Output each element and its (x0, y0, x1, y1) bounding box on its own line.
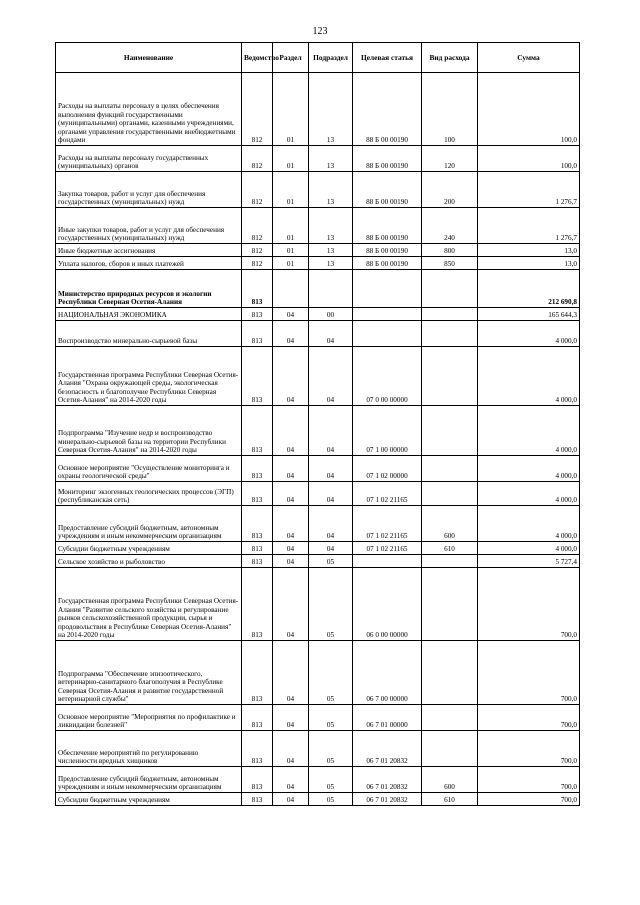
cell-amount: 700,0 (478, 705, 580, 731)
table-row (56, 244, 580, 257)
cell-subsection: 13 (309, 244, 353, 257)
header-subsection: Подраздел (309, 43, 353, 73)
cell-target-article: 06 0 00 00000 (353, 568, 422, 641)
cell-department: 813 (242, 321, 273, 347)
header-expense-type: Вид расхода (422, 43, 478, 73)
cell-expense-type: 600 (422, 767, 478, 793)
table-row (56, 568, 580, 641)
cell-section (273, 270, 309, 308)
cell-subsection: 05 (309, 555, 353, 568)
cell-amount: 100,0 (478, 73, 580, 146)
cell-name: Иные закупки товаров, работ и услуг для обеспечения государственных (муниципальных) нужд (56, 208, 242, 244)
cell-expense-type (422, 456, 478, 482)
cell-name: Предоставление субсидий бюджетным, автономным учреждениям и иным некоммерческим организациям (56, 506, 242, 542)
cell-name: Уплата налогов, сборов и иных платежей (56, 257, 242, 270)
cell-subsection: 04 (309, 347, 353, 406)
cell-name: Министерство природных ресурсов и экологии Республики Северная Осетия-Алания (56, 270, 242, 308)
cell-subsection: 13 (309, 208, 353, 244)
cell-name: Подпрограмма "Обеспечение эпизоотического, ветеринарно-санитарного благополучия в Республике Северная Осетия-Алания и развитие государственной ветеринарной службы" (56, 641, 242, 705)
cell-expense-type: 240 (422, 208, 478, 244)
cell-expense-type: 200 (422, 172, 478, 208)
cell-subsection: 00 (309, 308, 353, 321)
cell-target-article: 88 Б 00 00190 (353, 146, 422, 172)
cell-amount: 1 276,7 (478, 172, 580, 208)
cell-amount: 4 000,0 (478, 482, 580, 506)
cell-name: Подпрограмма "Изучение недр и воспроизводство минерально-сырьевой базы на территории Республики Северная Осетия-Алания" на 2014-2020 годы (56, 406, 242, 456)
cell-expense-type (422, 555, 478, 568)
cell-department: 813 (242, 568, 273, 641)
cell-amount: 700,0 (478, 767, 580, 793)
cell-amount: 4 000,0 (478, 506, 580, 542)
cell-target-article (353, 321, 422, 347)
cell-section: 04 (273, 542, 309, 555)
cell-name: НАЦИОНАЛЬНАЯ ЭКОНОМИКА (56, 308, 242, 321)
cell-section: 01 (273, 73, 309, 146)
cell-target-article: 06 7 01 20832 (353, 731, 422, 767)
cell-name: Расходы на выплаты персоналу государственных (муниципальных) органов (56, 146, 242, 172)
cell-department: 812 (242, 73, 273, 146)
cell-department: 812 (242, 244, 273, 257)
cell-subsection: 04 (309, 542, 353, 555)
cell-expense-type: 800 (422, 244, 478, 257)
cell-expense-type (422, 406, 478, 456)
cell-department: 813 (242, 793, 273, 806)
cell-subsection (309, 270, 353, 308)
cell-subsection: 05 (309, 767, 353, 793)
cell-department: 812 (242, 208, 273, 244)
cell-department: 813 (242, 308, 273, 321)
cell-expense-type (422, 270, 478, 308)
cell-department: 812 (242, 146, 273, 172)
cell-section: 04 (273, 767, 309, 793)
cell-subsection: 13 (309, 172, 353, 208)
cell-expense-type (422, 347, 478, 406)
cell-department: 813 (242, 482, 273, 506)
table-row (56, 767, 580, 793)
table-row (56, 406, 580, 456)
cell-name: Обеспечение мероприятий по регулированию численности вредных хищников (56, 731, 242, 767)
cell-name: Государственная программа Республики Северная Осетия-Алания "Развитие сельского хозяйства и регулирование рынков сельскохозяйственной продукции, сырья и продовольствия в Республике Северная Осетия-Алания" на 2014-2020 годы (56, 568, 242, 641)
table-row (56, 270, 580, 308)
cell-section: 04 (273, 406, 309, 456)
cell-section: 01 (273, 172, 309, 208)
cell-expense-type (422, 568, 478, 641)
cell-amount: 700,0 (478, 568, 580, 641)
cell-section: 01 (273, 244, 309, 257)
cell-subsection: 13 (309, 146, 353, 172)
header-section: Раздел (273, 43, 309, 73)
cell-expense-type: 610 (422, 793, 478, 806)
cell-expense-type: 120 (422, 146, 478, 172)
cell-amount: 4 000,0 (478, 406, 580, 456)
cell-subsection: 05 (309, 731, 353, 767)
cell-department: 813 (242, 270, 273, 308)
cell-target-article: 06 7 01 00000 (353, 705, 422, 731)
table-body (56, 73, 580, 806)
cell-expense-type (422, 705, 478, 731)
cell-section: 04 (273, 308, 309, 321)
cell-subsection: 04 (309, 321, 353, 347)
cell-expense-type: 610 (422, 542, 478, 555)
cell-target-article: 88 Б 00 00190 (353, 73, 422, 146)
cell-name: Закупка товаров, работ и услуг для обеспечения государственных (муниципальных) нужд (56, 172, 242, 208)
cell-subsection: 05 (309, 705, 353, 731)
page-number: 123 (312, 26, 328, 37)
cell-subsection: 04 (309, 456, 353, 482)
table-row (56, 321, 580, 347)
table-row (56, 308, 580, 321)
cell-target-article: 06 7 01 20832 (353, 767, 422, 793)
cell-section: 04 (273, 456, 309, 482)
cell-name: Расходы на выплаты персоналу в целях обеспечения выполнения функций государственными (муниципальными) органами, казенными учреждениями, органами управления государственными внебюджетными фондами (56, 73, 242, 146)
cell-name: Субсидии бюджетным учреждениям (56, 793, 242, 806)
cell-target-article (353, 308, 422, 321)
cell-target-article: 07 1 02 21165 (353, 542, 422, 555)
cell-section: 04 (273, 482, 309, 506)
cell-target-article: 07 1 02 00000 (353, 456, 422, 482)
cell-expense-type (422, 641, 478, 705)
cell-expense-type (422, 731, 478, 767)
cell-department: 813 (242, 731, 273, 767)
cell-amount: 100,0 (478, 146, 580, 172)
cell-subsection: 13 (309, 73, 353, 146)
cell-department: 813 (242, 767, 273, 793)
cell-amount: 700,0 (478, 731, 580, 767)
cell-subsection: 04 (309, 406, 353, 456)
cell-department: 813 (242, 542, 273, 555)
table-row (56, 641, 580, 705)
cell-subsection: 05 (309, 568, 353, 641)
cell-department: 813 (242, 641, 273, 705)
cell-section: 04 (273, 568, 309, 641)
table-row (56, 542, 580, 555)
cell-name: Основное мероприятие "Осуществление мониторинга и охраны геологической среды" (56, 456, 242, 482)
cell-name: Основное мероприятие "Мероприятия по профилактике и ликвидации болезней" (56, 705, 242, 731)
cell-section: 01 (273, 208, 309, 244)
table-row (56, 731, 580, 767)
cell-section: 04 (273, 506, 309, 542)
cell-amount: 1 276,7 (478, 208, 580, 244)
cell-amount: 4 000,0 (478, 347, 580, 406)
cell-department: 812 (242, 172, 273, 208)
cell-subsection: 04 (309, 506, 353, 542)
cell-expense-type: 600 (422, 506, 478, 542)
cell-target-article: 07 1 00 00000 (353, 406, 422, 456)
cell-amount: 165 644,3 (478, 308, 580, 321)
cell-section: 04 (273, 641, 309, 705)
cell-expense-type (422, 321, 478, 347)
cell-name: Предоставление субсидий бюджетным, автономным учреждениям и иным некоммерческим организациям (56, 767, 242, 793)
cell-section: 01 (273, 146, 309, 172)
cell-section: 04 (273, 793, 309, 806)
cell-target-article: 07 0 00 00000 (353, 347, 422, 406)
cell-amount: 4 000,0 (478, 542, 580, 555)
cell-expense-type: 100 (422, 73, 478, 146)
cell-name: Сельское хозяйство и рыболовство (56, 555, 242, 568)
cell-target-article: 88 Б 00 00190 (353, 172, 422, 208)
cell-name: Воспроизводство минерально-сырьевой базы (56, 321, 242, 347)
table-row (56, 257, 580, 270)
cell-expense-type: 850 (422, 257, 478, 270)
cell-target-article (353, 555, 422, 568)
cell-target-article: 88 Б 00 00190 (353, 208, 422, 244)
cell-department: 813 (242, 406, 273, 456)
cell-section: 04 (273, 347, 309, 406)
cell-department: 813 (242, 705, 273, 731)
cell-amount: 700,0 (478, 641, 580, 705)
cell-name: Государственная программа Республики Северная Осетия-Алания "Охрана окружающей среды, экологическая безопасность и благополучие Республики Северная Осетия-Алания" на 2014-2020 годы (56, 347, 242, 406)
cell-amount: 13,0 (478, 257, 580, 270)
table-row (56, 506, 580, 542)
cell-target-article: 07 1 02 21165 (353, 506, 422, 542)
cell-department: 813 (242, 456, 273, 482)
cell-target-article: 88 Б 00 00190 (353, 257, 422, 270)
table-row (56, 172, 580, 208)
header-row (56, 43, 580, 73)
cell-section: 04 (273, 731, 309, 767)
cell-target-article: 88 Б 00 00190 (353, 244, 422, 257)
cell-target-article: 06 7 01 20832 (353, 793, 422, 806)
header-department: Ведомство (242, 43, 273, 73)
cell-amount: 5 727,4 (478, 555, 580, 568)
table-row (56, 208, 580, 244)
table-row (56, 347, 580, 406)
header-name: Наименование (56, 43, 242, 73)
cell-amount: 13,0 (478, 244, 580, 257)
budget-table (55, 42, 580, 806)
cell-section: 04 (273, 555, 309, 568)
table-row (56, 793, 580, 806)
cell-subsection: 13 (309, 257, 353, 270)
table-row (56, 146, 580, 172)
cell-amount: 4 000,0 (478, 456, 580, 482)
cell-department: 813 (242, 347, 273, 406)
table-row (56, 705, 580, 731)
cell-amount: 4 000,0 (478, 321, 580, 347)
cell-target-article: 07 1 02 21165 (353, 482, 422, 506)
cell-subsection: 05 (309, 641, 353, 705)
table-row (56, 456, 580, 482)
cell-target-article: 06 7 00 00000 (353, 641, 422, 705)
table-row (56, 73, 580, 146)
cell-name: Субсидии бюджетным учреждениям (56, 542, 242, 555)
cell-expense-type (422, 308, 478, 321)
cell-department: 813 (242, 555, 273, 568)
cell-target-article (353, 270, 422, 308)
cell-department: 813 (242, 506, 273, 542)
cell-section: 04 (273, 705, 309, 731)
cell-amount: 700,0 (478, 793, 580, 806)
cell-expense-type (422, 482, 478, 506)
table-row (56, 555, 580, 568)
cell-department: 812 (242, 257, 273, 270)
table-row (56, 482, 580, 506)
cell-section: 01 (273, 257, 309, 270)
header-amount: Сумма (478, 43, 580, 73)
header-target-article: Целевая статья (353, 43, 422, 73)
cell-name: Иные бюджетные ассигнования (56, 244, 242, 257)
cell-name: Мониторинг экзогенных геологических процессов (ЭГП) (республиканская сеть) (56, 482, 242, 506)
cell-subsection: 05 (309, 793, 353, 806)
cell-subsection: 04 (309, 482, 353, 506)
cell-amount: 212 690,8 (478, 270, 580, 308)
cell-section: 04 (273, 321, 309, 347)
